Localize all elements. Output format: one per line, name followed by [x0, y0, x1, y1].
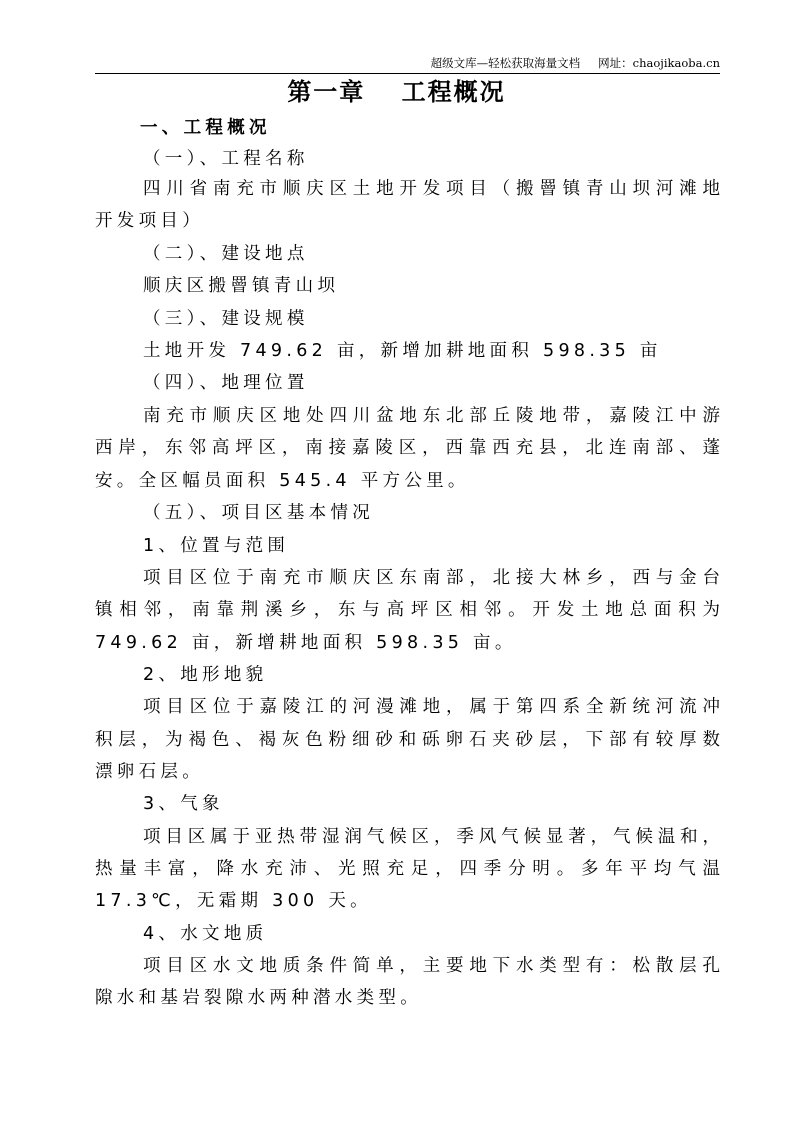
paragraph-line: 项目区位于南充市顺庆区东南部，北接大林乡，西与金台 [143, 568, 720, 588]
paragraph-line: 四川省南充市顺庆区土地开发项目（搬罾镇青山坝河滩地 [143, 179, 720, 199]
chapter-title: 第一章 工程概况 [287, 78, 506, 106]
paragraph-line: 17.3℃，无霜期 300 天。 [95, 891, 372, 911]
subheading-location: （二）、建设地点 [143, 244, 309, 264]
page-header [95, 56, 720, 74]
paragraph-line: 西岸，东邻高坪区，南接嘉陵区，西靠西充县，北连南部、蓬 [95, 438, 720, 458]
subheading-project-name: （一）、工程名称 [143, 149, 309, 169]
item-heading-position: 1、位置与范围 [143, 536, 290, 556]
header-site-name: 超级文库—轻松获取海量文档 [430, 56, 581, 70]
paragraph-line: 项目区属于亚热带湿润气候区，季风气候显著，气候温和， [143, 827, 720, 847]
paragraph-line: 项目区位于嘉陵江的河漫滩地，属于第四系全新统河流冲 [143, 697, 720, 717]
header-text [431, 56, 720, 70]
paragraph-line: 漂卵石层。 [95, 762, 204, 782]
paragraph-line: 热量丰富，降水充沛、光照充足，四季分明。多年平均气温 [95, 859, 720, 879]
paragraph-line: 项目区水文地质条件简单，主要地下水类型有：松散层孔 [143, 956, 720, 976]
header-url: 网址：chaojikaoba.cn [598, 56, 720, 70]
section-heading-overview: 一、工程概况 [140, 118, 271, 138]
item-heading-terrain: 2、地形地貌 [143, 665, 268, 685]
paragraph-line: 镇相邻，南靠荆溪乡，东与高坪区相邻。开发土地总面积为 [95, 600, 720, 620]
paragraph-line: 土地开发 749.62 亩，新增加耕地面积 598.35 亩 [143, 341, 662, 361]
item-heading-climate: 3、气象 [143, 794, 224, 814]
paragraph-line: 南充市顺庆区地处四川盆地东北部丘陵地带，嘉陵江中游 [143, 406, 720, 426]
subheading-basic-info: （五）、项目区基本情况 [143, 503, 375, 523]
paragraph-line: 积层，为褐色、褐灰色粉细砂和砾卵石夹砂层，下部有较厚数 [95, 730, 720, 750]
subheading-scale: （三）、建设规模 [143, 309, 309, 329]
paragraph-line: 749.62 亩，新增耕地面积 598.35 亩。 [95, 633, 517, 653]
item-heading-hydrogeology: 4、水文地质 [143, 924, 268, 944]
subheading-geography: （四）、地理位置 [143, 373, 309, 393]
paragraph-line: 开发项目） [95, 211, 204, 231]
paragraph-line: 隙水和基岩裂隙水两种潜水类型。 [95, 988, 422, 1008]
paragraph-line: 顺庆区搬罾镇青山坝 [143, 276, 340, 296]
paragraph-line: 安。全区幅员面积 545.4 平方公里。 [95, 471, 470, 491]
